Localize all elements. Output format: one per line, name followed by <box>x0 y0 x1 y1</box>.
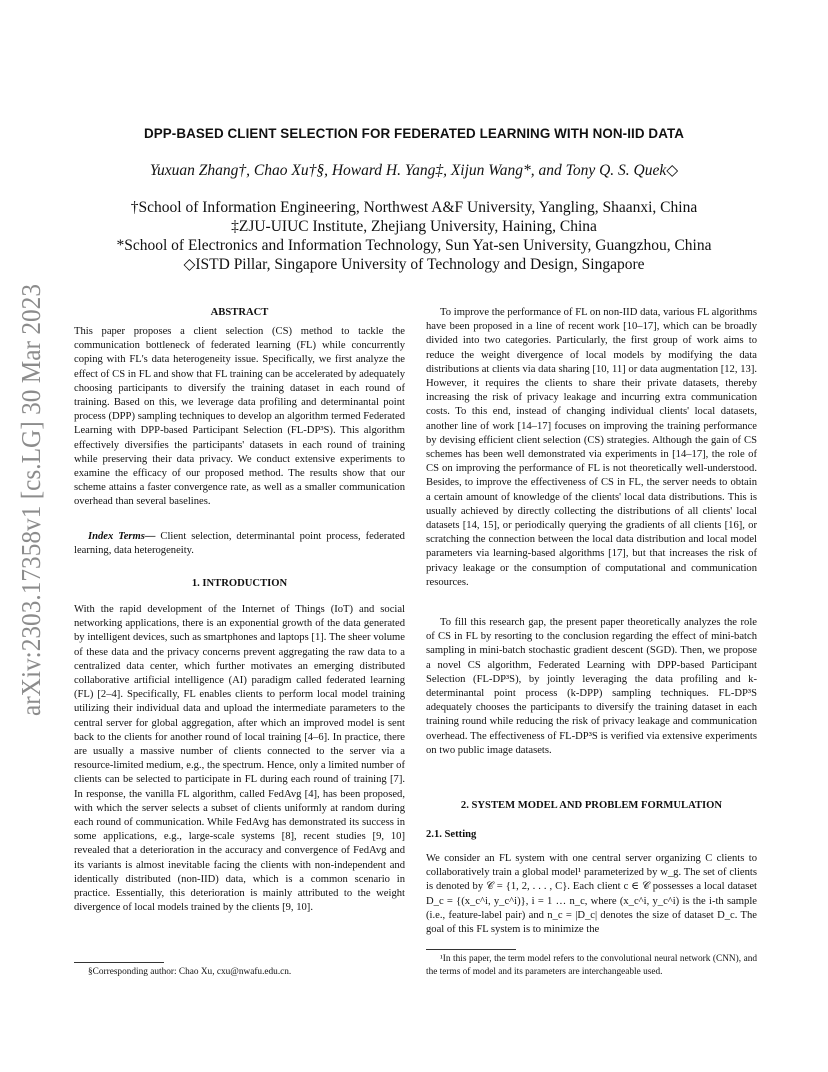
abstract-block <box>74 325 405 510</box>
subsection-heading-wrap <box>426 828 757 842</box>
footnote-left-wrap <box>74 966 405 979</box>
section2-heading: 2. SYSTEM MODEL AND PROBLEM FORMULATION <box>460 800 723 811</box>
footnote-right-wrap <box>426 953 757 978</box>
paper-title: DPP-BASED CLIENT SELECTION FOR FEDERATED LEARNING WITH NON-IID DATA <box>143 126 685 141</box>
footnote-left: §Corresponding author: Chao Xu, cxu@nwafu.edu.cn. <box>88 967 292 977</box>
arxiv-stamp-text: arXiv:2303.17358v1 [cs.LG] 30 Mar 2023 <box>16 280 46 716</box>
index-terms-text: Client selection, determinantal point process, federated learning, data heterogeneity. <box>74 531 405 557</box>
footnote-rule-right <box>426 949 516 950</box>
right-p2-block <box>426 616 757 758</box>
abstract-heading-wrap <box>74 306 405 320</box>
abstract-heading: ABSTRACT <box>210 307 269 318</box>
footnote-right: ¹In this paper, the term model refers to the convolutional neural network (CNN), and the terms of model and its parameters are interchangeable used. <box>426 954 757 977</box>
section2-text: We consider an FL system with one central server organizing C clients to collaboratively train a global model¹ parameterized by w_g. The set of clients is denoted by 𝒞 = {1, 2, . . . , C}. Each client c ∈ 𝒞 possesses a local dataset D_c = {(x_c^i, y_c^i)}, i = 1 … n_c, where (x_c^i, y_c^i) is the i-th sample (i.e., feature-label pair) and n_c = |D_c| denotes the size of dataset D_c. The goal of this FL system is to minimize the <box>426 853 757 936</box>
right-paragraph-1: To improve the performance of FL on non-IID data, various FL algorithms have been proposed in a line of recent work [10–17], which can be broadly divided into two categories. Particularly, the first group of work aims to reduce the weight divergence of local models by modifying the data distributions at clients via data sharing [10, 11] or data augmentation [12, 13]. However, it requires the clients to share their private datasets, thereby increasing the risk of privacy leakage and incurring extra communication costs. To this end, instead of changing individual clients' local datasets, another line of work [14–17] focuses on improving the training performance by devising efficient client selection (CS) strategies. Although the gain of CS schemes has been well demonstrated via experiments in [14–17], the role of CS on improving the performance of FL is not theoretically well-understood. Besides, to improve the effectiveness of CS in FL, the server needs to obtain a certain amount of knowledge of the clients' local data distributions. This is usually achieved by directly collecting the distributions of all clients' local datasets [14, 15], or periodically querying the gradients of all clients [16], or scratching the connection between the local data distribution and local model parameters via learning-based algorithms [17], but that increases the risk of privacy leakage or the consumption of computational and communication resources. <box>426 307 757 588</box>
affiliation-4: ◇ISTD Pillar, Singapore University of Technology and Design, Singapore <box>183 256 645 273</box>
right-paragraph-2: To fill this research gap, the present paper theoretically analyzes the role of CS in FL by resorting to the conclusion regarding the effect of mini-batch sampling in mini-batch stochastic gradient descent (SGD). Then, we propose a novel CS algorithm, Federated Learning with DPP-based Participant Selection (FL-DP³S), by jointly leveraging the data profiling and k-determinantal point process (k-DPP) sampling techniques. FL-DP³S adequately chooses the participants to diversify the training dataset in each training round while reducing the risk of privacy leakage and communication overhead. The effectiveness of FL-DP³S is verified via extensive experiments on two public image datasets. <box>426 617 757 756</box>
author-list: Yuxuan Zhang†, Chao Xu†§, Howard H. Yang‡, Xijun Wang*, and Tony Q. S. Quek◇ <box>149 162 679 179</box>
intro-text: With the rapid development of the Internet of Things (IoT) and social networking applications, there is an exponential growth of the data generated by intelligent devices, such as smartphones and laptops [1]. The sheer volume of these data and the privacy concerns prevent aggregating the raw data to a centralized data center, which further motivates an emerging distributed collaborative artificial intelligence (AI) paradigm called federated learning (FL) [2–4]. Specifically, FL enables clients to perform local model training utilizing their individual data and upload the intermediate parameters to the central server for global aggregation, after which an improved model is sent back to the clients for another round of local training [4–6]. In practice, there are usually a massive number of clients connected to the server via a resource-limited medium, e.g., the spectrum. Hence, only a limited number of clients can be selected to participate in FL during each round of training [7]. In response, the vanilla FL algorithm, called FedAvg [4], has been proposed, with which the server selects a subset of clients uniformly at random during each round of communication. While FedAvg has demonstrated its success in some applications, e.g., large-scale systems [8], recent studies [9, 10] revealed that a deterioration in the accuracy and convergence of FedAvg and its variants is almost inevitable facing the clients with non-independent and identically distributed (non-IID) data, which is a common scenario in practice. Essentially, this deterioration is mainly attributed to the weight divergence of local models trained by the clients [9, 10]. <box>74 604 405 914</box>
affiliation-2: ‡ZJU-UIUC Institute, Zhejiang University, Haining, China <box>231 218 597 235</box>
intro-heading-wrap <box>74 577 405 591</box>
intro-heading: 1. INTRODUCTION <box>191 578 288 589</box>
affiliation-3: *School of Electronics and Information Technology, Sun Yat-sen University, Guangzhou, China <box>116 237 712 254</box>
index-terms-label: Index Terms— <box>88 531 156 542</box>
intro-block <box>74 603 405 915</box>
footnote-rule-left <box>74 962 164 963</box>
right-p1-block <box>426 306 757 590</box>
index-terms-block <box>74 530 405 558</box>
section2-block <box>426 852 757 937</box>
section2-heading-wrap <box>426 799 757 813</box>
subsection-heading: 2.1. Setting <box>426 829 477 840</box>
abstract-text: This paper proposes a client selection (CS) method to tackle the communication bottleneck of federated learning (FL) while concurrently coping with FL's data heterogeneity issue. Specifically, we first analyze the effect of CS in FL and show that FL training can be accelerated by adequately choosing participants to diversify the training dataset in each round of training. Based on this, we leverage data profiling and determinantal point process (DPP) sampling techniques to develop an algorithm termed Federated Learning with DPP-based Participant Selection (FL-DP³S). This algorithm effectively diversifies the participants' datasets in each round of training while preserving their data privacy. We conduct extensive experiments to examine the efficacy of our proposed method. The results show that our scheme attains a faster convergence rate, as well as a smaller communication overhead than several baselines. <box>74 326 405 508</box>
affiliation-1: †School of Information Engineering, Northwest A&F University, Yangling, Shaanxi, China <box>130 199 698 216</box>
arxiv-stamp <box>6 280 54 720</box>
